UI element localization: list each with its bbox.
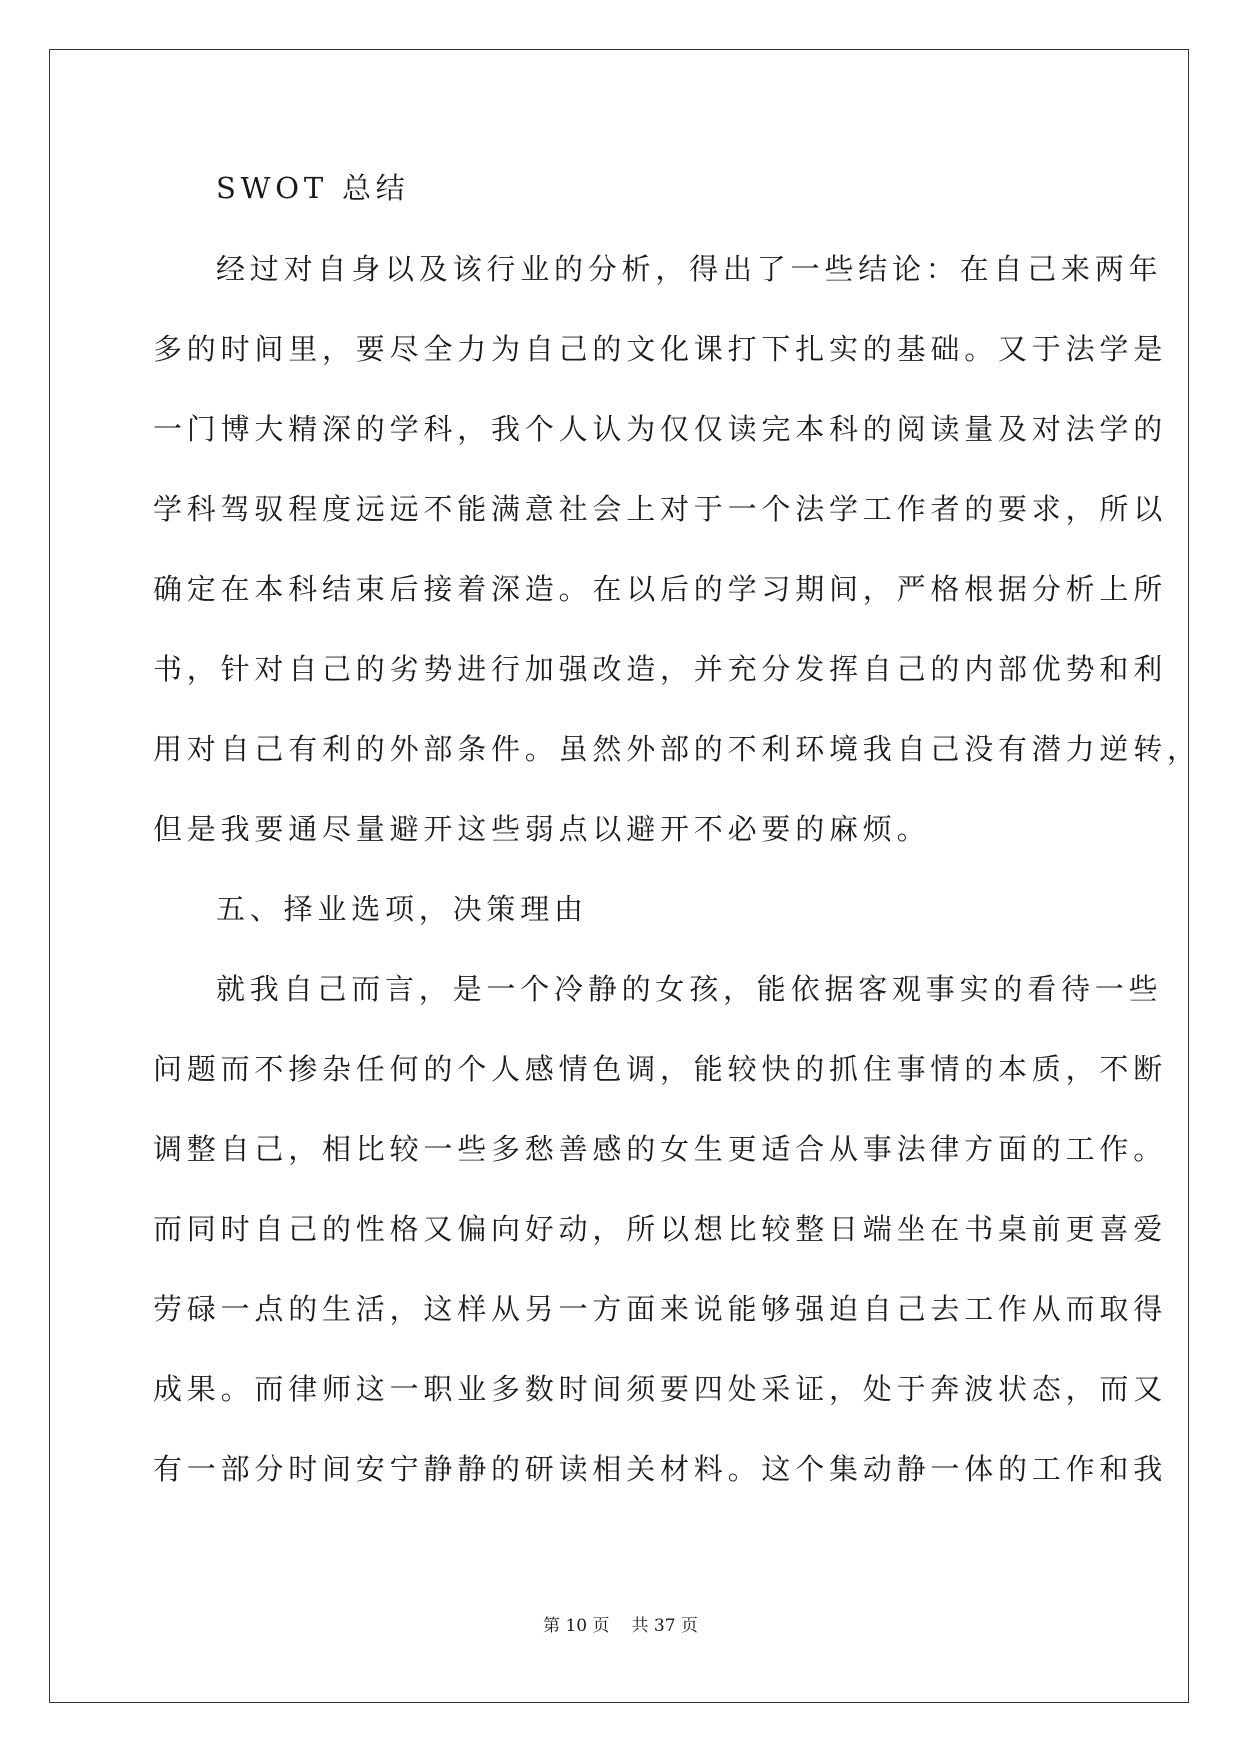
text-line: 用对自己有利的外部条件。虽然外部的不利环境我自己没有潜力逆转， [153, 732, 1201, 766]
text-line: 就我自己而言，是一个冷静的女孩，能依据客观事实的看待一些 [216, 972, 1163, 1006]
text-line: 学科驾驭程度远远不能满意社会上对于一个法学工作者的要求，所以 [153, 492, 1168, 526]
text-line: 但是我要通尽量避开这些弱点以避开不必要的麻烦。 [153, 812, 931, 846]
page-footer [0, 1614, 1241, 1638]
page-number-current: 第 10 页 [543, 1616, 610, 1636]
text-line: 多的时间里，要尽全力为自己的文化课打下扎实的基础。又于法学是 [153, 332, 1168, 366]
text-line: 劳碌一点的生活，这样从另一方面来说能够强迫自己去工作从而取得 [153, 1292, 1168, 1326]
text-line: 而同时自己的性格又偏向好动，所以想比较整日端坐在书桌前更喜爱 [153, 1212, 1168, 1246]
page-number-total: 共 37 页 [631, 1616, 698, 1636]
text-line: 调整自己，相比较一些多愁善感的女生更适合从事法律方面的工作。 [153, 1132, 1168, 1166]
text-line: 经过对自身以及该行业的分析，得出了一些结论：在自己来两年 [216, 252, 1163, 286]
document-body [153, 160, 1201, 1521]
text-line: 一门博大精深的学科，我个人认为仅仅读完本科的阅读量及对法学的 [153, 412, 1168, 446]
section-title: SWOT 总结 [216, 171, 410, 205]
text-line: 问题而不掺杂任何的个人感情色调，能较快的抓住事情的本质，不断 [153, 1052, 1168, 1086]
text-line: 成果。而律师这一职业多数时间须要四处采证，处于奔波状态，而又 [153, 1372, 1168, 1406]
text-line: 五、择业选项，决策理由 [216, 892, 588, 926]
text-line: 确定在本科结束后接着深造。在以后的学习期间，严格根据分析上所 [153, 572, 1168, 606]
text-line: 书，针对自己的劣势进行加强改造，并充分发挥自己的内部优势和利 [153, 652, 1168, 686]
paragraph-lines [153, 241, 1201, 1521]
text-line: 有一部分时间安宁静静的研读相关材料。这个集动静一体的工作和我 [153, 1452, 1168, 1486]
